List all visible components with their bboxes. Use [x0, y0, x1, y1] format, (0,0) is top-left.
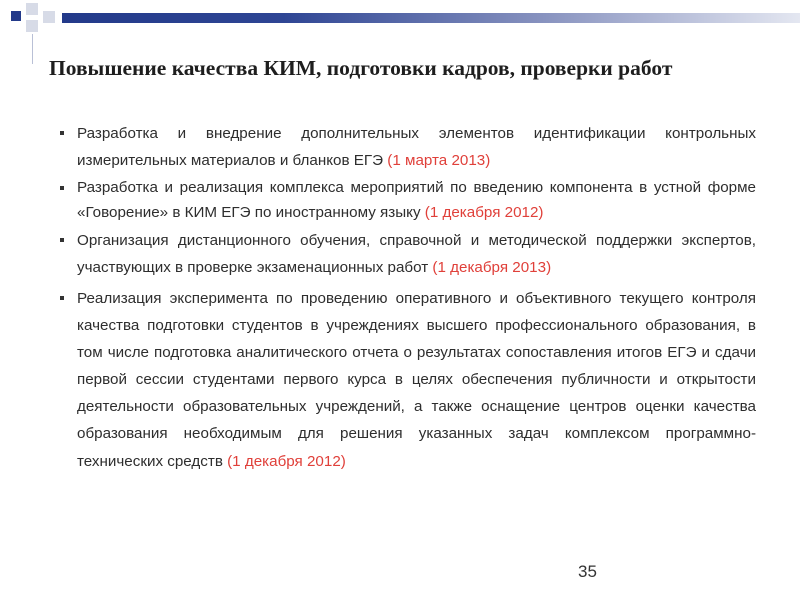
bullet-text: Разработка и реализация комплекса мероприятий по введению компонента в устной форме «Говорение» в КИМ ЕГЭ по иностранному языку — [77, 179, 756, 221]
header-square-light — [26, 3, 38, 15]
bullet-text: Разработка и внедрение дополнительных элементов идентификации контрольных измерительных материалов и бланков ЕГЭ — [77, 125, 756, 169]
bullet-item — [60, 120, 756, 174]
bullet-marker — [60, 296, 64, 300]
bullet-date: (1 декабря 2012) — [424, 203, 544, 221]
slide-title: Повышение качества КИМ, подготовки кадров, проверки работ — [49, 56, 673, 80]
bullet-marker — [60, 186, 64, 190]
bullet-date: (1 марта 2013) — [387, 152, 491, 169]
page-number: 35 — [578, 562, 597, 581]
bullet-marker — [60, 238, 64, 242]
bullet-date: (1 декабря 2012) — [227, 452, 346, 470]
header-square-dark — [11, 11, 21, 21]
bullet-text: Организация дистанционного обучения, справочной и методической поддержки экспертов, участвующих в проверке экзаменационных работ — [77, 232, 756, 276]
bullet-marker — [60, 131, 64, 135]
bullet-text: Реализация эксперимента по проведению оперативного и объективного текущего контроля качества подготовки студентов в учреждениях высшего профессионального образования, в том числе подготовка аналитического отчета о результатах сопоставления итогов ЕГЭ и сдачи первой сессии студентами первого курса в целях обеспечения публичности и открытости деятельности образовательных учреждений, а также оснащение центров оценки качества образования необходимым для решения указанных задач комплексом программно-технических средств — [77, 290, 756, 470]
header-gradient-bar — [62, 13, 800, 23]
bullet-item — [60, 227, 756, 281]
bullet-item — [60, 176, 756, 225]
bullet-date: (1 декабря 2013) — [432, 259, 552, 276]
header-square-light — [26, 20, 38, 32]
bullet-item — [60, 285, 756, 475]
bullet-list — [60, 120, 756, 475]
header-divider — [32, 34, 33, 64]
header-square-light — [43, 11, 55, 23]
